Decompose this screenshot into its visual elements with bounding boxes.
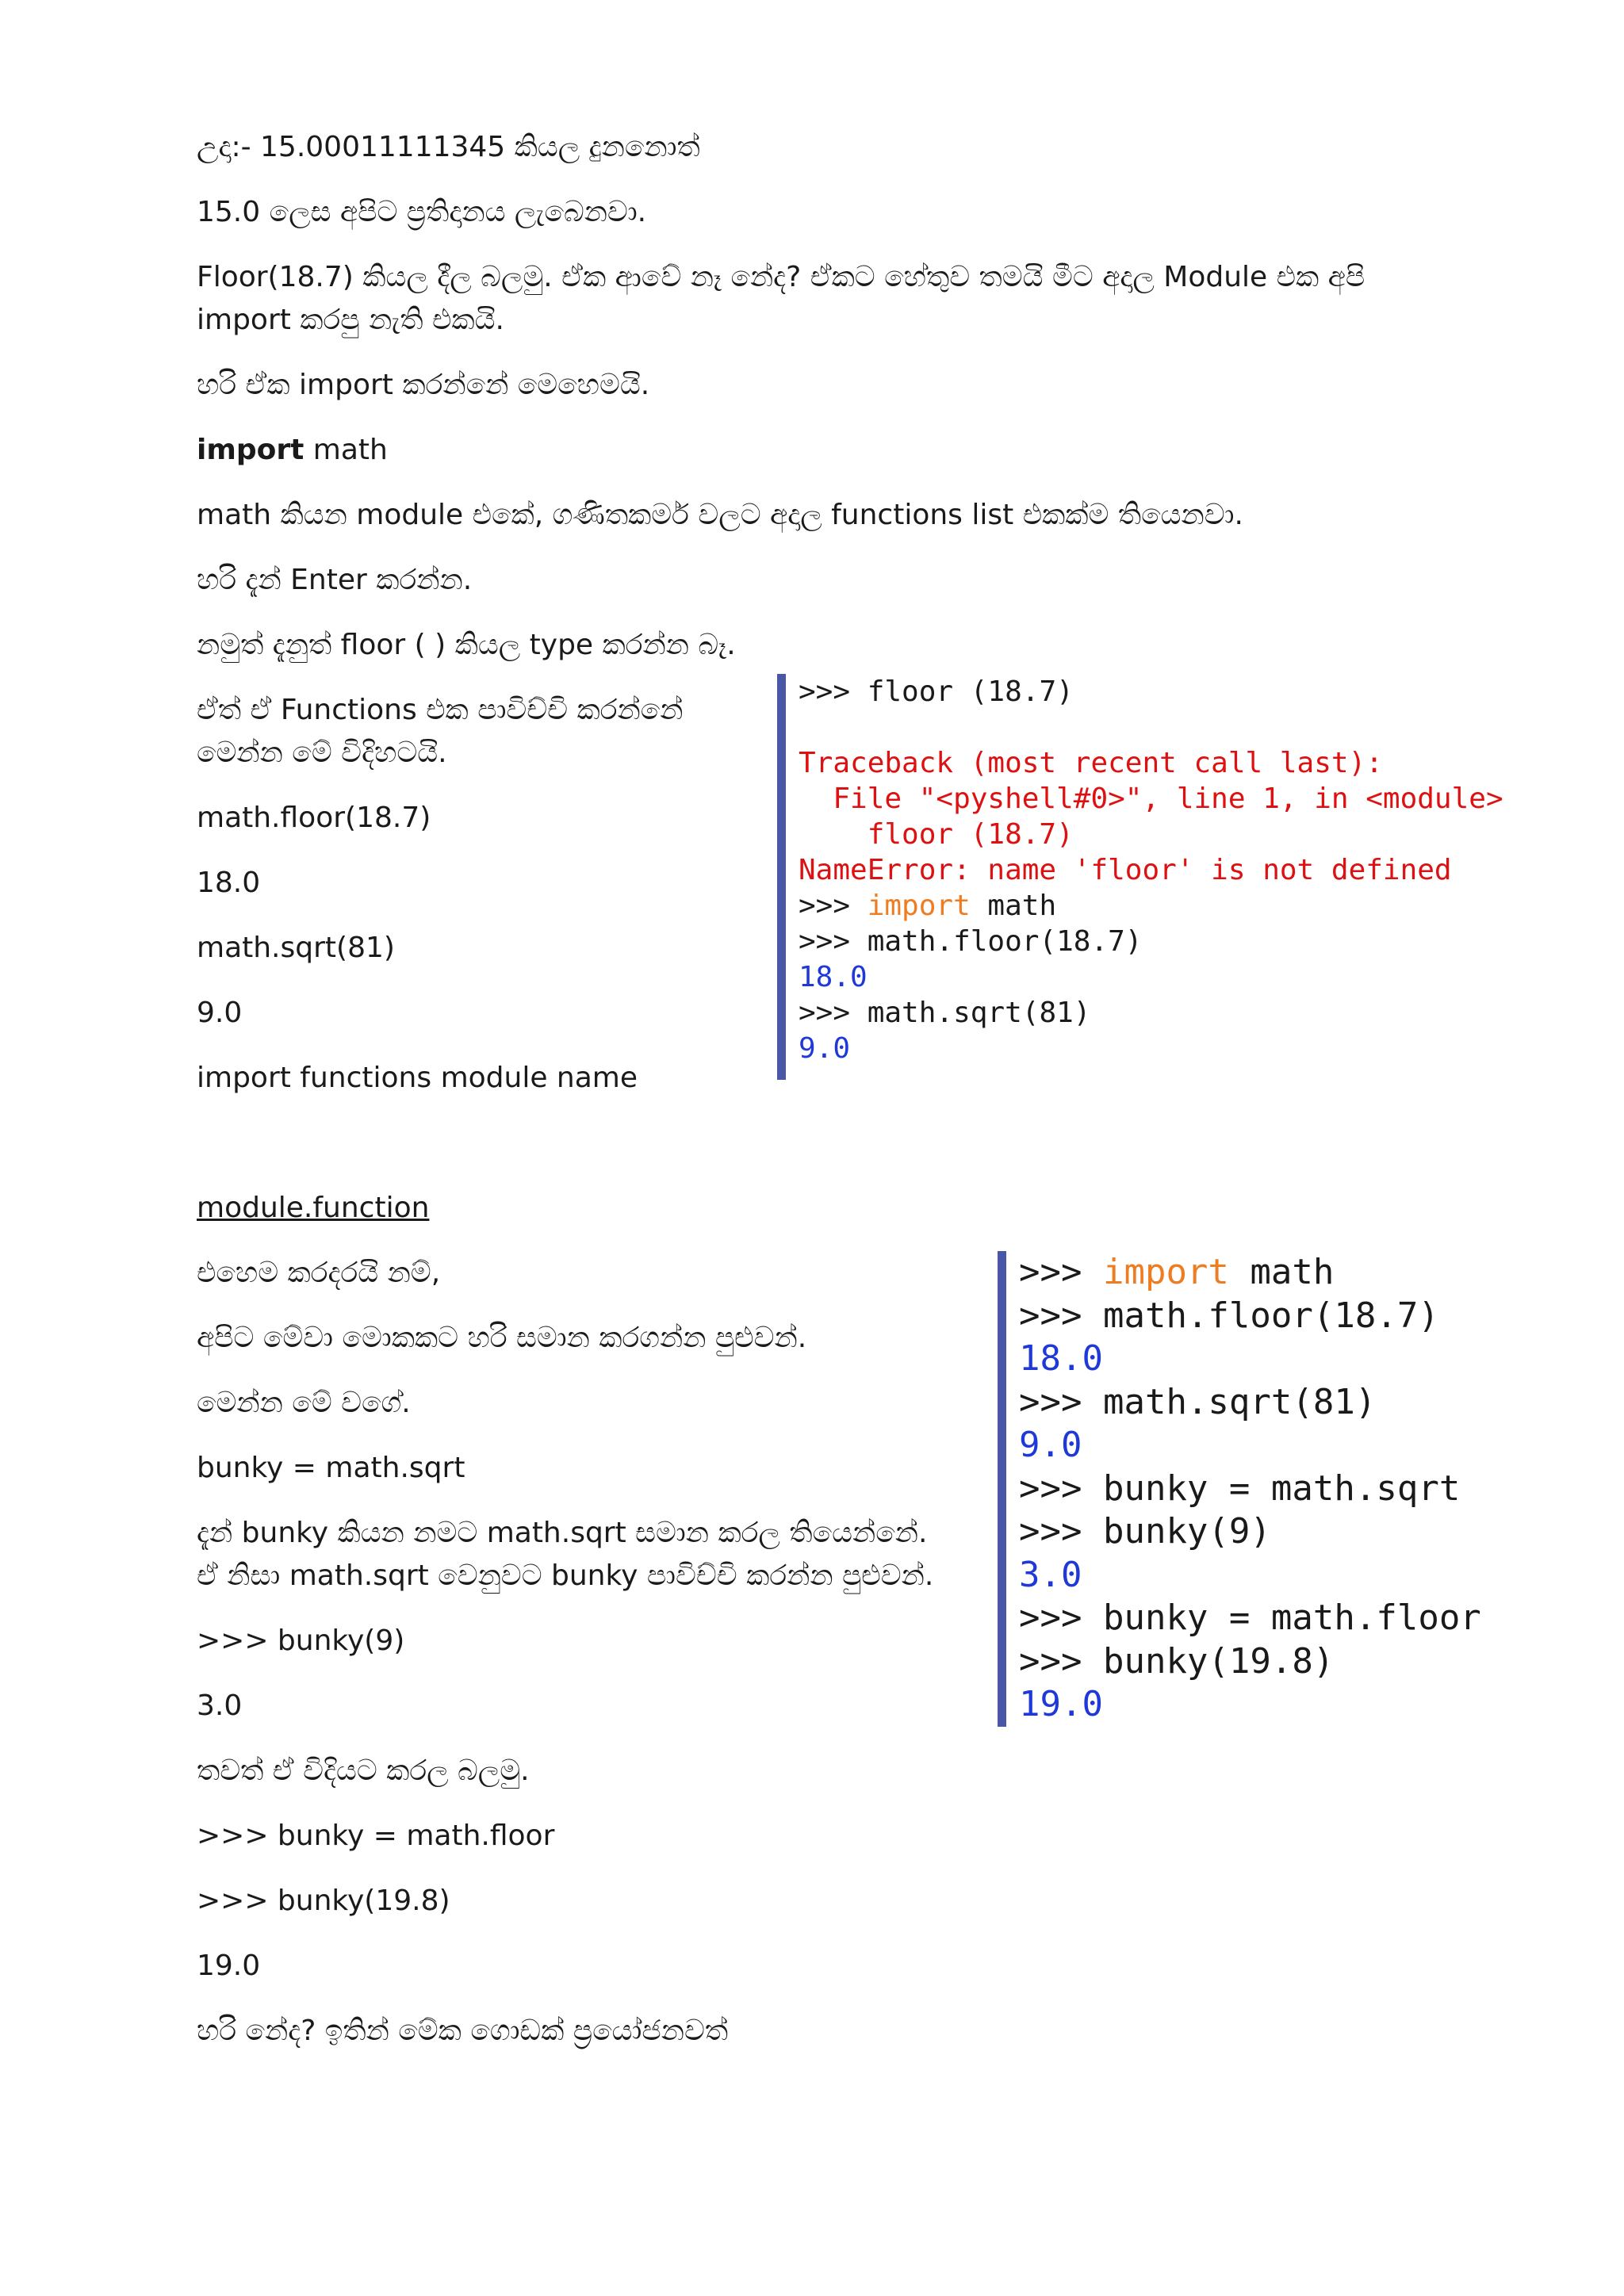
alias-assign-sqrt: bunky = math.sqrt (197, 1452, 465, 1484)
alias-explanation-line-2: ඒ නිසා math.sqrt වෙනුවට bunky පාවිච්චි කරන්න පුළුවන්. (197, 1559, 934, 1592)
shell-prompt: >>> (799, 890, 868, 922)
alias-call-9: >>> bunky(9) (197, 1624, 405, 1657)
shell-line (1019, 1381, 1558, 1425)
alias-intro-1: එහෙම කරදරයි නම්, (197, 1257, 441, 1289)
result-line: 15.0 ලෙස අපිට ප්‍රතිදානය ලැබෙනවා. (197, 196, 647, 228)
shell-prompt: >>> (1019, 1598, 1103, 1638)
shell-input: bunky = math.sqrt (1102, 1468, 1461, 1509)
math-sqrt-result: 9.0 (197, 997, 243, 1029)
alias-call-9-result: 3.0 (197, 1689, 243, 1722)
shell-prompt: >>> (799, 925, 868, 958)
shell-output: 9.0 (1019, 1425, 1082, 1465)
shell-blank-line (799, 710, 1599, 745)
import-intro: හරි ඒක import කරන්නේ මෙහෙමයි. (197, 369, 650, 401)
shell-prompt: >>> (799, 997, 868, 1029)
try-again-line: තවත් ඒ විදියට කරල බලමු. (197, 1755, 530, 1787)
traceback-code: floor (18.7) (799, 818, 1074, 851)
shell-line (1019, 1640, 1558, 1684)
traceback-header: Traceback (most recent call last): (799, 747, 1383, 779)
shell-output: 18.0 (799, 961, 868, 993)
import-keyword: import (197, 434, 304, 466)
import-keyword: import (1102, 1252, 1229, 1292)
shell-line (1019, 1510, 1558, 1554)
python-shell-screenshot-1 (777, 674, 1599, 1080)
floor-explanation-line-2: import කරපු නැති එකයි. (197, 304, 504, 336)
floor-not-usable-line: නමුත් දැනුත් floor ( ) කියල type කරන්න බෑ. (197, 629, 736, 661)
usage-intro-line-1: ඒත් ඒ Functions එක පාවිච්චි කරන්නේ (197, 694, 684, 726)
alias-intro-2: අපිට මේවා මොකකට හරි සමාන කරගන්න පුළුවන්. (197, 1322, 807, 1354)
alias-assign-floor: >>> bunky = math.floor (197, 1820, 555, 1852)
shell-prompt: >>> (1019, 1381, 1103, 1422)
shell-line (1019, 1597, 1558, 1640)
math-floor-call: math.floor(18.7) (197, 802, 431, 834)
name-error: NameError: name 'floor' is not defined (799, 854, 1452, 886)
shell-line (799, 888, 1599, 924)
shell-line (1019, 1251, 1558, 1295)
math-sqrt-call: math.sqrt(81) (197, 932, 395, 964)
shell-prompt: >>> (1019, 1640, 1103, 1682)
shell-line (799, 924, 1599, 959)
traceback-file: File "<pyshell#0>", line 1, in <module> (799, 783, 1503, 815)
syntax-line: import functions module name (197, 1062, 638, 1094)
shell-input: math (1228, 1252, 1335, 1292)
math-module-description: math කියන module එකේ, ගණිතකර්ම වලට අදාල functions list එකක්ම තියෙනවා. (197, 499, 1243, 531)
alias-call-19-8-result: 19.0 (197, 1950, 261, 1982)
shell-line (1019, 1468, 1558, 1511)
closing-line: හරි නේද? ඉතින් මේක ගොඩක් ප්‍රයෝජනවත් (197, 2015, 729, 2047)
floor-explanation-line-1: Floor(18.7) කියල දීල බලමු. ඒක ආවේ නෑ නේද? ඒකට හේතුව තමයි මීට අදාල Module එක අපි (197, 261, 1365, 293)
shell-input: bunky(19.8) (1102, 1640, 1335, 1682)
shell-input: math.floor(18.7) (1102, 1295, 1439, 1336)
shell-prompt: >>> (1019, 1295, 1103, 1336)
shell-output: 18.0 (1019, 1338, 1103, 1379)
syntax-pattern: module.function (197, 1192, 430, 1224)
shell-input: math.sqrt(81) (1102, 1381, 1377, 1422)
press-enter-line: හරි දැන් Enter කරන්න. (197, 564, 473, 596)
shell-line (799, 995, 1599, 1031)
shell-prompt: >>> (799, 675, 868, 708)
shell-prompt: >>> (1019, 1252, 1103, 1292)
alias-call-19-8: >>> bunky(19.8) (197, 1885, 450, 1917)
math-floor-result: 18.0 (197, 867, 261, 899)
shell-output: 3.0 (1019, 1554, 1082, 1595)
shell-output: 9.0 (799, 1032, 851, 1065)
shell-input: math.floor(18.7) (867, 925, 1143, 958)
shell-input: bunky = math.floor (1102, 1598, 1481, 1638)
shell-input: floor (18.7) (867, 675, 1074, 708)
shell-line (799, 674, 1599, 710)
usage-intro-line-2: මෙන්න මේ විදිහටයි. (197, 737, 447, 769)
import-keyword: import (867, 890, 971, 922)
shell-input: math.sqrt(81) (867, 997, 1091, 1029)
alias-intro-3: මෙන්න මේ වගේ. (197, 1387, 411, 1419)
alias-explanation-line-1: දැන් bunky කියන නමට math.sqrt සමාන කරල තියෙන්නේ. (197, 1517, 928, 1549)
shell-input: bunky(9) (1102, 1511, 1271, 1552)
shell-line (1019, 1295, 1558, 1338)
python-shell-screenshot-2 (998, 1251, 1558, 1727)
shell-input: math (970, 890, 1057, 922)
example-line: උදා:- 15.00011111345 කියල දුනනොත් (197, 131, 700, 163)
import-module: math (304, 434, 388, 466)
shell-output: 19.0 (1019, 1684, 1103, 1724)
import-statement (197, 428, 388, 473)
shell-prompt: >>> (1019, 1511, 1103, 1552)
shell-prompt: >>> (1019, 1468, 1103, 1509)
